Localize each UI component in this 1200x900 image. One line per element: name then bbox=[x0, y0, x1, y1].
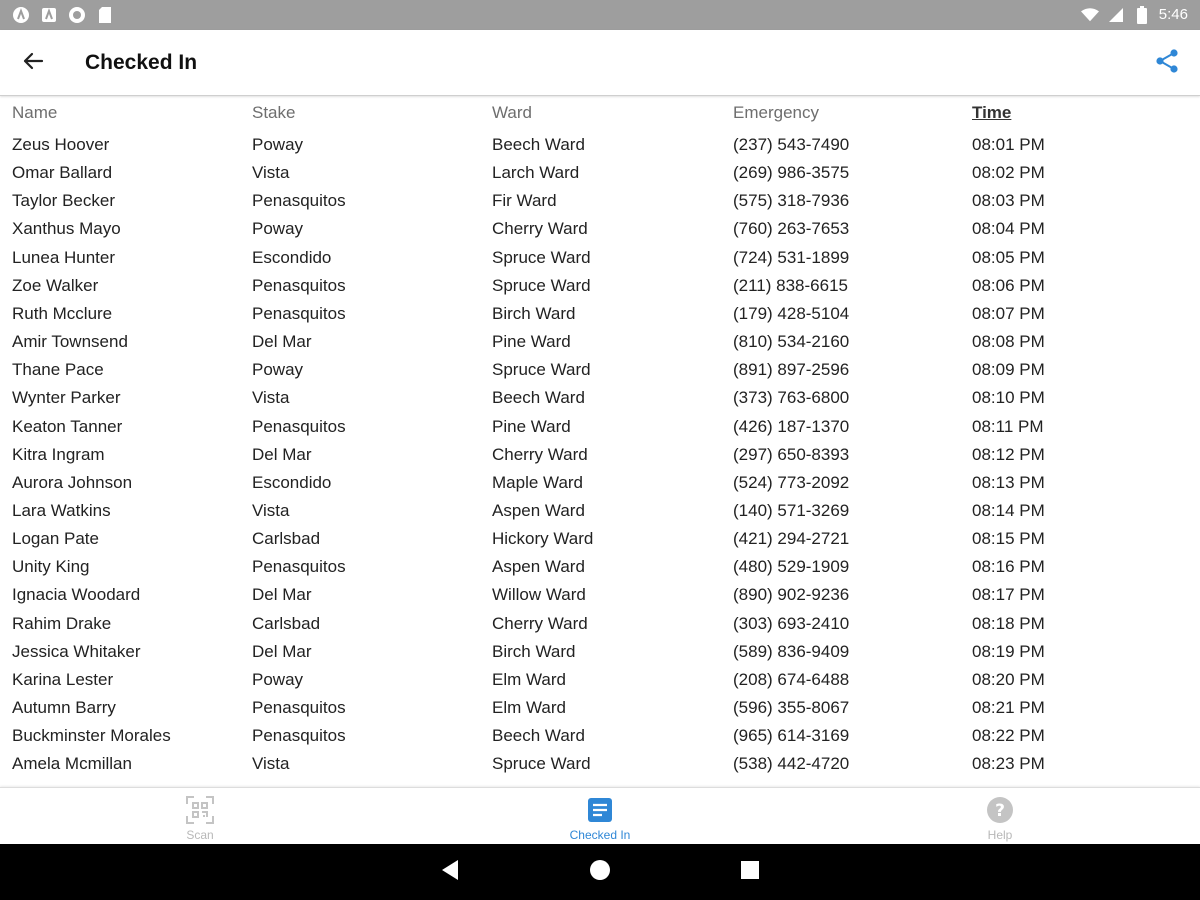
app-notification-icon bbox=[12, 6, 30, 24]
cell-name: Lunea Hunter bbox=[12, 247, 116, 267]
cell-time: 08:01 PM bbox=[972, 135, 1045, 154]
table-row[interactable] bbox=[0, 272, 1200, 300]
cell-stake: Poway bbox=[252, 360, 304, 380]
cell-ward: Birch Ward bbox=[492, 641, 576, 661]
cell-ward: Fir Ward bbox=[492, 191, 557, 211]
cell-stake: Del Mar bbox=[252, 444, 312, 464]
cell-time: 08:06 PM bbox=[972, 275, 1045, 295]
cell-stake: Del Mar bbox=[252, 641, 312, 661]
cell-emergency: (421) 294-2721 bbox=[733, 529, 850, 549]
cell-name: Keaton Tanner bbox=[12, 416, 123, 436]
cell-time: 08:02 PM bbox=[972, 163, 1045, 183]
cell-time: 08:03 PM bbox=[972, 191, 1045, 211]
table-row[interactable] bbox=[0, 328, 1200, 356]
cell-emergency: (426) 187-1370 bbox=[733, 416, 850, 436]
cell-time: 08:10 PM bbox=[972, 388, 1045, 408]
cell-stake: Carlsbad bbox=[252, 613, 321, 633]
circle-notification-icon bbox=[68, 6, 86, 24]
table-row[interactable] bbox=[0, 356, 1200, 384]
svg-text:?: ? bbox=[995, 801, 1005, 821]
cell-ward: Birch Ward bbox=[492, 303, 576, 323]
cell-stake: Penasquitos bbox=[252, 275, 346, 295]
cell-signal-icon bbox=[1107, 6, 1125, 24]
arrow-back-icon bbox=[22, 50, 44, 77]
cell-emergency: (760) 263-7653 bbox=[733, 219, 850, 239]
nav-item-scan[interactable] bbox=[0, 788, 400, 845]
cell-emergency: (891) 897-2596 bbox=[733, 360, 850, 380]
cell-ward: Larch Ward bbox=[492, 163, 580, 183]
cell-time: 08:18 PM bbox=[972, 613, 1045, 633]
cell-name: Zoe Walker bbox=[12, 275, 99, 295]
table-row[interactable] bbox=[0, 525, 1200, 553]
table-row[interactable] bbox=[0, 131, 1200, 159]
cell-emergency: (589) 836-9409 bbox=[733, 641, 850, 661]
cell-name: Omar Ballard bbox=[12, 163, 113, 183]
cell-emergency: (724) 531-1899 bbox=[733, 247, 850, 267]
column-header-name[interactable]: Name bbox=[12, 103, 58, 122]
system-status-icons bbox=[1081, 5, 1188, 25]
cell-emergency: (480) 529-1909 bbox=[733, 557, 850, 577]
column-header-time[interactable]: Time bbox=[972, 103, 1012, 122]
cell-ward: Spruce Ward bbox=[492, 247, 591, 267]
partial-row-placeholder bbox=[12, 779, 17, 787]
list-document-icon bbox=[585, 795, 615, 825]
cell-name: Buckminster Morales bbox=[12, 726, 171, 746]
table-row[interactable] bbox=[0, 497, 1200, 525]
system-back-button[interactable] bbox=[434, 856, 466, 888]
cell-ward: Hickory Ward bbox=[492, 529, 594, 549]
table-row[interactable] bbox=[0, 694, 1200, 722]
wifi-icon bbox=[1081, 6, 1099, 24]
cell-time: 08:04 PM bbox=[972, 219, 1045, 239]
table-row[interactable] bbox=[0, 610, 1200, 638]
cell-emergency: (538) 442-4720 bbox=[733, 754, 850, 774]
cell-name: Wynter Parker bbox=[12, 388, 121, 408]
cell-ward: Spruce Ward bbox=[492, 360, 591, 380]
cell-ward: Cherry Ward bbox=[492, 613, 588, 633]
cell-emergency: (140) 571-3269 bbox=[733, 500, 850, 520]
table-row[interactable] bbox=[0, 300, 1200, 328]
nav-item-checked-in[interactable] bbox=[400, 788, 800, 845]
cell-stake: Del Mar bbox=[252, 585, 312, 605]
cell-ward: Spruce Ward bbox=[492, 754, 591, 774]
system-home-button[interactable] bbox=[584, 856, 616, 888]
cell-name: Jessica Whitaker bbox=[12, 641, 141, 661]
table-row[interactable] bbox=[0, 638, 1200, 666]
cell-stake: Carlsbad bbox=[252, 529, 321, 549]
cell-emergency: (810) 534-2160 bbox=[733, 332, 850, 352]
table-row-partial[interactable] bbox=[0, 779, 1200, 787]
cell-stake: Escondido bbox=[252, 247, 332, 267]
cell-emergency: (596) 355-8067 bbox=[733, 698, 850, 717]
cell-name: Autumn Barry bbox=[12, 698, 116, 717]
cell-emergency: (208) 674-6488 bbox=[733, 669, 850, 689]
bottom-navigation bbox=[0, 787, 1200, 844]
app-bar bbox=[0, 30, 1200, 96]
cell-time: 08:20 PM bbox=[972, 669, 1045, 689]
page-title: Checked In bbox=[85, 51, 198, 74]
cell-name: Lara Watkins bbox=[12, 500, 111, 520]
cell-name: Logan Pate bbox=[12, 529, 99, 549]
cell-name: Rahim Drake bbox=[12, 613, 112, 633]
system-navigation-bar bbox=[0, 844, 1200, 900]
cell-emergency: (965) 614-3169 bbox=[733, 726, 850, 746]
cell-name: Ignacia Woodard bbox=[12, 585, 141, 605]
cell-emergency: (524) 773-2092 bbox=[733, 472, 850, 492]
cell-name: Taylor Becker bbox=[12, 191, 115, 211]
qr-scan-icon bbox=[185, 795, 215, 825]
cell-stake: Poway bbox=[252, 219, 304, 239]
cell-stake: Penasquitos bbox=[252, 416, 346, 436]
cell-emergency: (237) 543-7490 bbox=[733, 135, 850, 154]
cell-stake: Del Mar bbox=[252, 332, 312, 352]
clock: 5:46 bbox=[1158, 6, 1188, 23]
table-row[interactable] bbox=[0, 187, 1200, 215]
share-button[interactable] bbox=[1148, 44, 1186, 82]
table-row[interactable] bbox=[0, 553, 1200, 581]
cell-stake: Penasquitos bbox=[252, 303, 346, 323]
table-row[interactable] bbox=[0, 666, 1200, 694]
cell-stake: Penasquitos bbox=[252, 557, 346, 577]
table-row[interactable] bbox=[0, 384, 1200, 412]
table-header-row bbox=[0, 99, 1200, 127]
system-recents-button[interactable] bbox=[734, 856, 766, 888]
cell-time: 08:12 PM bbox=[972, 444, 1045, 464]
sd-card-icon bbox=[96, 6, 114, 24]
cell-ward: Pine Ward bbox=[492, 416, 571, 436]
cell-stake: Escondido bbox=[252, 472, 332, 492]
nav-label-scan: Scan bbox=[186, 828, 214, 842]
cell-time: 08:19 PM bbox=[972, 641, 1045, 661]
cell-emergency: (575) 318-7936 bbox=[733, 191, 850, 211]
table-row[interactable] bbox=[0, 722, 1200, 750]
cell-stake: Penasquitos bbox=[252, 698, 346, 717]
a-notification-icon bbox=[40, 6, 58, 24]
cell-ward: Maple Ward bbox=[492, 472, 584, 492]
cell-stake: Poway bbox=[252, 669, 304, 689]
cell-emergency: (211) 838-6615 bbox=[733, 275, 848, 295]
cell-name: Ruth Mcclure bbox=[12, 303, 113, 323]
cell-stake: Vista bbox=[252, 500, 290, 520]
table-row[interactable] bbox=[0, 413, 1200, 441]
cell-ward: Cherry Ward bbox=[492, 219, 588, 239]
battery-icon bbox=[1133, 6, 1151, 24]
back-triangle-icon bbox=[440, 859, 460, 886]
column-header-emergency[interactable]: Emergency bbox=[733, 103, 819, 122]
table-row[interactable] bbox=[0, 750, 1200, 778]
table-row[interactable] bbox=[0, 159, 1200, 187]
share-icon bbox=[1155, 48, 1179, 79]
cell-name: Karina Lester bbox=[12, 669, 114, 689]
nav-label-help: Help bbox=[987, 828, 1013, 842]
status-bar bbox=[0, 0, 1200, 30]
cell-ward: Beech Ward bbox=[492, 726, 585, 746]
checked-in-table bbox=[0, 97, 1200, 787]
cell-time: 08:05 PM bbox=[972, 247, 1045, 267]
cell-time: 08:23 PM bbox=[972, 754, 1045, 774]
cell-name: Unity King bbox=[12, 557, 90, 577]
cell-emergency: (303) 693-2410 bbox=[733, 613, 850, 633]
cell-name: Zeus Hoover bbox=[12, 135, 110, 154]
cell-time: 08:21 PM bbox=[972, 698, 1045, 717]
cell-emergency: (297) 650-8393 bbox=[733, 444, 850, 464]
cell-time: 08:14 PM bbox=[972, 500, 1045, 520]
column-header-stake[interactable]: Stake bbox=[252, 103, 296, 122]
cell-emergency: (269) 986-3575 bbox=[733, 163, 850, 183]
cell-stake: Vista bbox=[252, 388, 290, 408]
cell-ward: Pine Ward bbox=[492, 332, 571, 352]
cell-time: 08:22 PM bbox=[972, 726, 1045, 746]
cell-time: 08:15 PM bbox=[972, 529, 1045, 549]
nav-item-help[interactable] bbox=[800, 788, 1200, 845]
cell-ward: Beech Ward bbox=[492, 135, 585, 154]
cell-emergency: (373) 763-6800 bbox=[733, 388, 850, 408]
cell-ward: Elm Ward bbox=[492, 698, 566, 717]
cell-ward: Beech Ward bbox=[492, 388, 585, 408]
cell-time: 08:17 PM bbox=[972, 585, 1045, 605]
back-button[interactable] bbox=[14, 44, 52, 82]
cell-time: 08:08 PM bbox=[972, 332, 1045, 352]
column-header-ward[interactable]: Ward bbox=[492, 103, 532, 122]
table-row[interactable] bbox=[0, 581, 1200, 609]
cell-name: Aurora Johnson bbox=[12, 472, 133, 492]
cell-ward: Aspen Ward bbox=[492, 500, 585, 520]
cell-name: Amela Mcmillan bbox=[12, 754, 132, 774]
cell-emergency: (179) 428-5104 bbox=[733, 303, 850, 323]
home-circle-icon bbox=[589, 859, 611, 886]
table-row[interactable] bbox=[0, 441, 1200, 469]
cell-ward: Aspen Ward bbox=[492, 557, 585, 577]
cell-stake: Vista bbox=[252, 163, 290, 183]
cell-time: 08:09 PM bbox=[972, 360, 1045, 380]
cell-ward: Elm Ward bbox=[492, 669, 566, 689]
cell-stake: Vista bbox=[252, 754, 290, 774]
table-row[interactable] bbox=[0, 244, 1200, 272]
nav-label-checked-in: Checked In bbox=[569, 828, 631, 842]
cell-stake: Penasquitos bbox=[252, 191, 346, 211]
help-icon bbox=[985, 795, 1015, 825]
table-row[interactable] bbox=[0, 469, 1200, 497]
cell-name: Thane Pace bbox=[12, 360, 104, 380]
table-row[interactable] bbox=[0, 215, 1200, 243]
cell-name: Kitra Ingram bbox=[12, 444, 105, 464]
cell-ward: Spruce Ward bbox=[492, 275, 591, 295]
cell-emergency: (890) 902-9236 bbox=[733, 585, 850, 605]
cell-name: Amir Townsend bbox=[12, 332, 128, 352]
cell-time: 08:11 PM bbox=[972, 416, 1044, 436]
cell-time: 08:13 PM bbox=[972, 472, 1045, 492]
cell-name: Xanthus Mayo bbox=[12, 219, 121, 239]
cell-ward: Cherry Ward bbox=[492, 444, 588, 464]
recents-square-icon bbox=[740, 860, 760, 885]
notification-icons bbox=[12, 6, 114, 24]
cell-stake: Poway bbox=[252, 135, 304, 154]
cell-ward: Willow Ward bbox=[492, 585, 586, 605]
cell-stake: Penasquitos bbox=[252, 726, 346, 746]
cell-time: 08:07 PM bbox=[972, 303, 1045, 323]
cell-time: 08:16 PM bbox=[972, 557, 1045, 577]
